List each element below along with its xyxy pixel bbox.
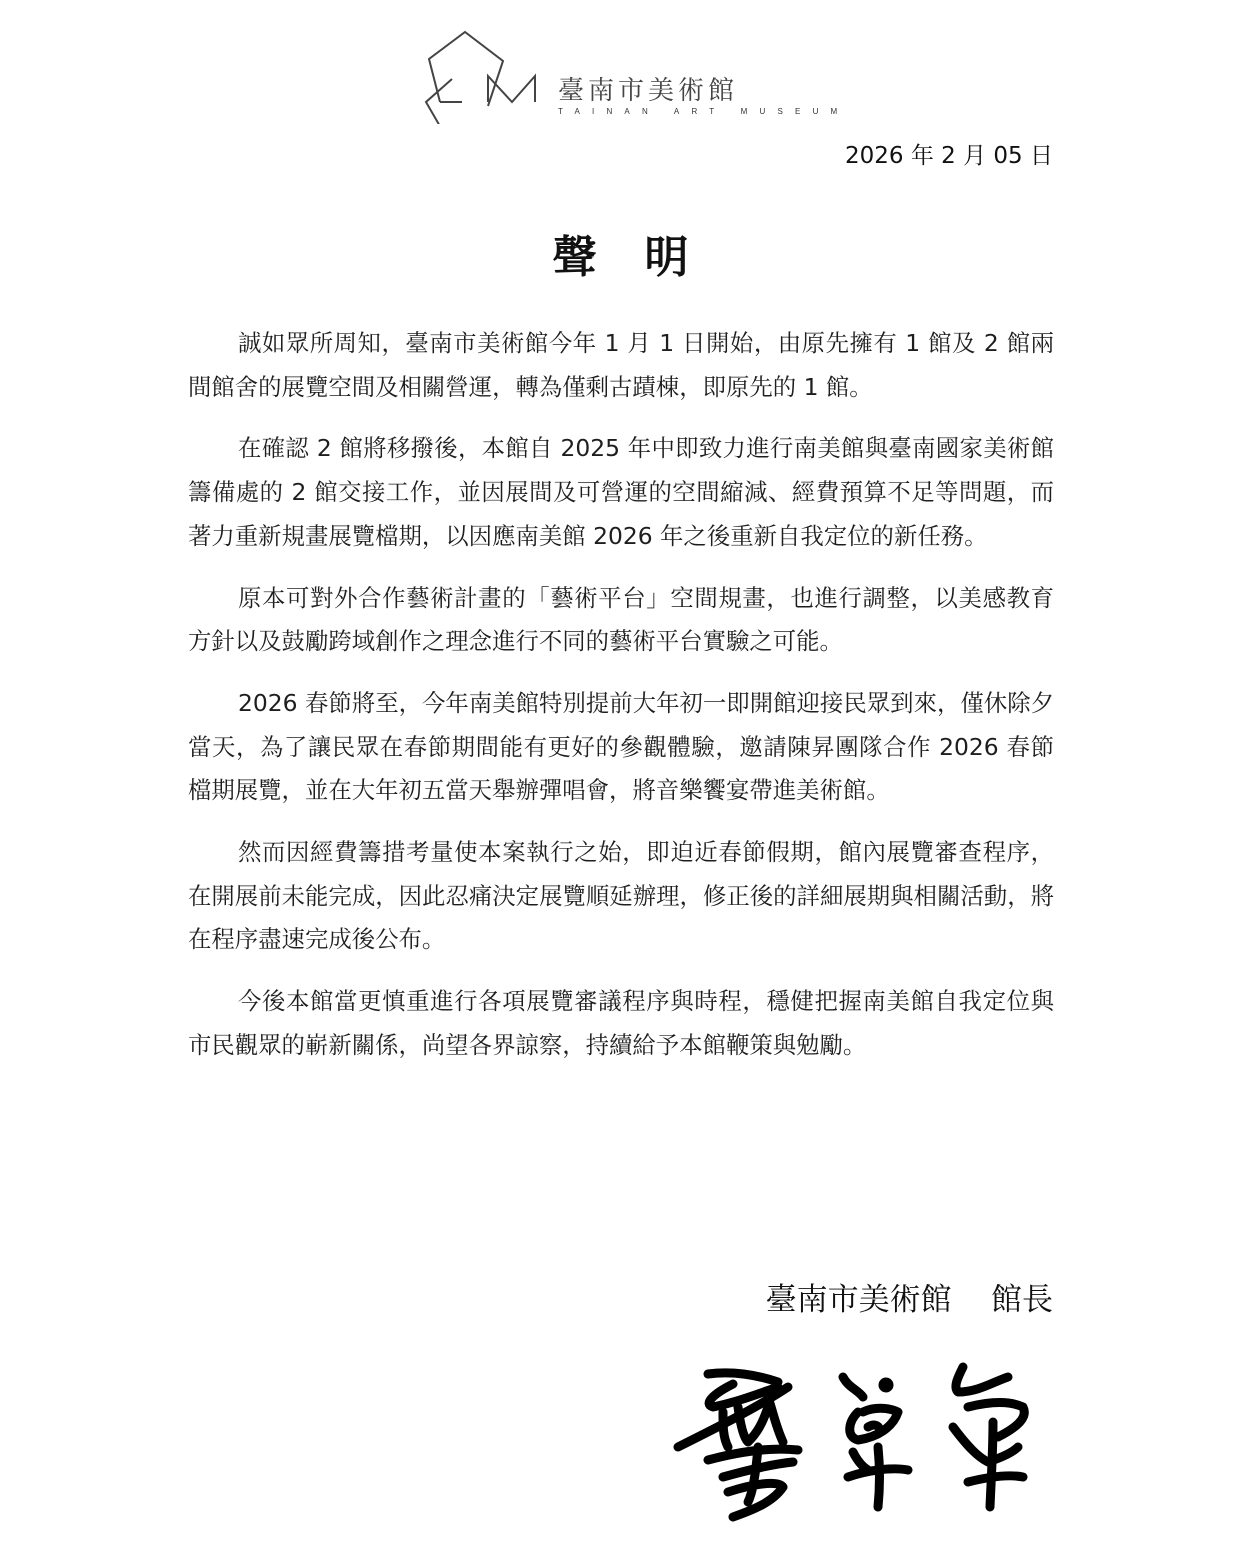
statement-date: 2026 年 2 月 05 日 (845, 143, 1053, 169)
page-title: 聲明 (552, 232, 737, 283)
museum-logo (416, 24, 850, 124)
signoff-organization: 臺南市美術館 (765, 1282, 952, 1318)
paragraph-2: 在確認 2 館將移撥後，本館自 2025 年中即致力進行南美館與臺南國家美術館籌備處的 2 館交接工作，並因展間及可營運的空間縮減、經費預算不足等問題，而著力重新規畫展覽檔期，以因應南美館 2026 年之後重新自我定位的新任務。 (188, 434, 1054, 550)
pentagon-logo-icon (416, 24, 556, 124)
logo-english-name: TAINAN ART MUSEUM (558, 107, 850, 116)
logo-chinese-name: 臺南市美術館 (558, 76, 739, 106)
paragraph-1: 誠如眾所周知，臺南市美術館今年 1 月 1 日開始，由原先擁有 1 館及 2 館兩間館舍的展覽空間及相關營運，轉為僅剩古蹟棟，即原先的 1 館。 (188, 329, 1054, 401)
paragraph-3: 原本可對外合作藝術計畫的「藝術平台」空間規畫，也進行調整，以美感教育方針以及鼓勵跨域創作之理念進行不同的藝術平台實驗之可能。 (188, 583, 1054, 656)
director-signature (668, 1352, 1038, 1532)
signoff (766, 1280, 1053, 1320)
statement-body (188, 322, 1054, 1086)
signoff-position: 館長 (991, 1282, 1053, 1318)
signature-icon (668, 1352, 1038, 1532)
paragraph-5: 然而因經費籌措考量使本案執行之始，即迫近春節假期，館內展覽審查程序，在開展前未能完成，因此忍痛決定展覽順延辦理，修正後的詳細展期與相關活動，將在程序盡速完成後公布。 (188, 838, 1054, 954)
paragraph-6: 今後本館當更慎重進行各項展覽審議程序與時程，穩健把握南美館自我定位與市民觀眾的嶄新關係，尚望各界諒察，持續給予本館鞭策與勉勵。 (188, 987, 1054, 1059)
paragraph-4: 2026 春節將至，今年南美館特別提前大年初一即開館迎接民眾到來，僅休除夕當天，為了讓民眾在春節期間能有更好的參觀體驗，邀請陳昇團隊合作 2026 春節檔期展覽，並在大年初五當天舉辦彈唱會，將音樂饗宴帶進美術館。 (188, 688, 1054, 805)
